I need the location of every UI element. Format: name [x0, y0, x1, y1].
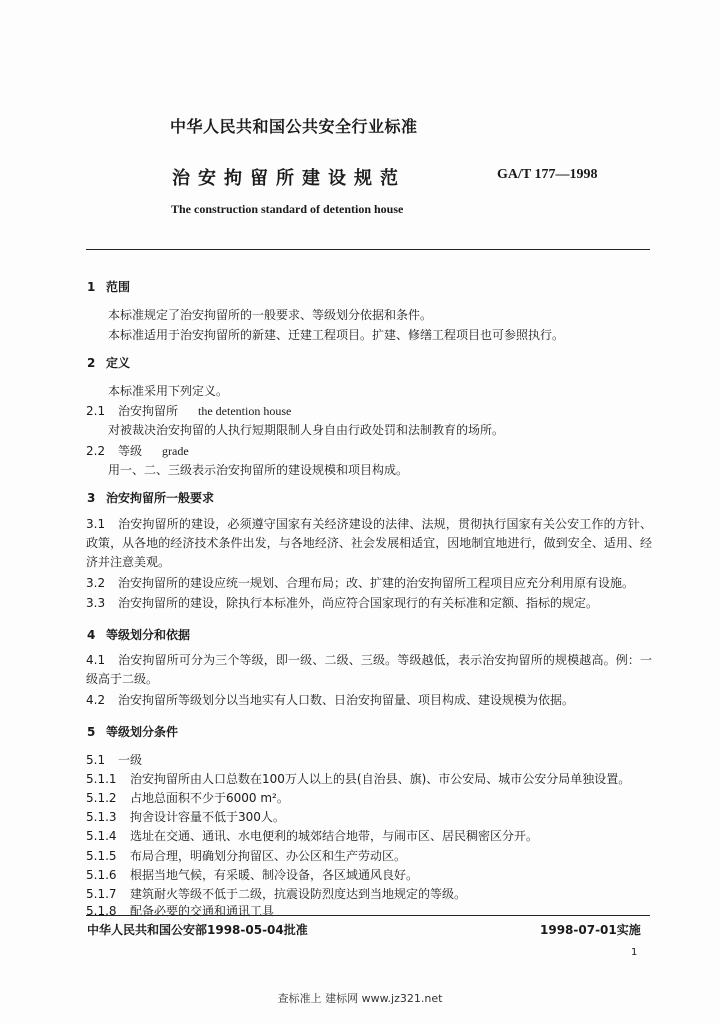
clause-4-2: [86, 691, 652, 710]
clause-5-1-4: [86, 827, 538, 844]
clause-text: 治安拘留所等级划分以当地实有人口数、日治安拘留量、项目构成、建设规模为依据。: [118, 693, 575, 707]
clause-number: 4.1: [86, 653, 106, 667]
clause-3-2: [86, 574, 652, 593]
site-watermark: 查标准上 建标网 www.jz321.net: [277, 992, 443, 1005]
clause-number: 5.1.8: [86, 904, 117, 918]
clause-number: 2.2: [86, 444, 106, 458]
clause-text: 配备必要的交通和通讯工具: [130, 904, 275, 918]
clause-number: 3.3: [86, 596, 106, 610]
clause-5-1-3: [86, 808, 285, 825]
clause-5-1-1: [86, 770, 630, 787]
standard-title: 治安拘留所建设规范: [172, 168, 406, 189]
clause-number: 5.1.7: [86, 887, 117, 901]
clause-2-1: [86, 402, 291, 419]
clause-text: 一级: [118, 753, 143, 767]
clause-2-2: [86, 442, 189, 459]
definition: 对被裁决治安拘留的人执行短期限制人身自由行政处罚和法制教育的场所。: [108, 423, 505, 437]
footer-divider: [86, 915, 650, 916]
header-divider: [86, 249, 650, 250]
paragraph: 本标准规定了治安拘留所的一般要求、等级划分依据和条件。: [108, 308, 433, 322]
standard-title-english: The construction standard of detention house: [171, 202, 404, 216]
clause-text: 治安拘留所可分为三个等级，即一级、二级、三级。等级越低，表示治安拘留所的规模越高。例：一级高于二级。: [86, 653, 652, 686]
paragraph: 本标准适用于治安拘留所的新建、迁建工程项目。扩建、修缮工程项目也可参照执行。: [108, 328, 565, 342]
clause-5-1-2: [86, 789, 289, 806]
definition: 用一、二、三级表示治安拘留所的建设规模和项目构成。: [108, 463, 409, 477]
clause-number: 3.1: [86, 517, 106, 531]
section-3-heading: [87, 489, 214, 506]
clause-number: 3.2: [86, 576, 106, 590]
clause-number: 5.1.6: [86, 868, 117, 882]
clause-5-1: [86, 751, 142, 768]
section-title: 等级划分和依据: [106, 628, 191, 642]
clause-number: 4.2: [86, 693, 106, 707]
section-number: 3: [87, 491, 96, 505]
clause-number: 5.1.4: [86, 829, 117, 843]
term: 治安拘留所: [118, 404, 179, 418]
clause-number: 5.1: [86, 753, 106, 767]
section-number: 5: [87, 725, 96, 739]
clause-4-1: [86, 651, 652, 689]
effective-date: 1998-07-01实施: [540, 923, 641, 937]
clause-number: 2.1: [86, 404, 106, 418]
section-title: 范围: [106, 280, 131, 294]
clause-text: 治安拘留所的建设应统一规划、合理布局；改、扩建的治安拘留所工程项目应充分利用原有设施。: [118, 576, 635, 590]
clause-3-1: [86, 515, 652, 572]
section-2-heading: [87, 354, 130, 371]
clause-3-3: [86, 594, 652, 613]
approval-note: 中华人民共和国公安部1998-05-04批准: [87, 923, 308, 937]
section-5-heading: [87, 723, 178, 740]
clause-text: 根据当地气候，有采暖、制冷设备，各区域通风良好。: [130, 868, 419, 882]
section-title: 等级划分条件: [106, 725, 179, 739]
clause-text: 拘舍设计容量不低于300人。: [130, 810, 285, 824]
clause-number: 5.1.1: [86, 772, 117, 786]
clause-text: 布局合理，明确划分拘留区、办公区和生产劳动区。: [130, 849, 407, 863]
paragraph: 本标准采用下列定义。: [108, 384, 229, 398]
clause-text: 占地总面积不少于6000 m²。: [130, 791, 289, 805]
clause-text: 治安拘留所的建设，除执行本标准外，尚应符合国家现行的有关标准和定额、指标的规定。: [118, 596, 599, 610]
clause-number: 5.1.3: [86, 810, 117, 824]
standard-code: GA/T 177—1998: [497, 167, 598, 182]
issuing-organization: 中华人民共和国公共安全行业标准: [170, 117, 418, 136]
clause-5-1-5: [86, 847, 406, 864]
clause-text: 治安拘留所由人口总数在100万人以上的县(自治县、旗)、市公安局、城市公安分局单独设置。: [130, 772, 631, 786]
clause-5-1-7: [86, 885, 466, 902]
term: 等级: [118, 444, 143, 458]
clause-text: 建筑耐火等级不低于二级，抗震设防烈度达到当地规定的等级。: [130, 887, 467, 901]
clause-text: 治安拘留所的建设，必须遵守国家有关经济建设的法律、法规，贯彻执行国家有关公安工作的方针、政策，从各地的经济技术条件出发，与各地经济、社会发展相适宜，因地制宜地进行，做到安全、适用、经济并注意美观。: [86, 517, 652, 569]
clause-number: 5.1.5: [86, 849, 117, 863]
section-number: 4: [87, 628, 96, 642]
page-number: 1: [631, 947, 638, 958]
term-english: grade: [162, 444, 189, 458]
section-1-heading: [87, 278, 130, 295]
clause-number: 5.1.2: [86, 791, 117, 805]
clause-5-1-8: [86, 902, 274, 919]
section-title: 定义: [106, 356, 131, 370]
section-4-heading: [87, 626, 190, 643]
clause-text: 选址在交通、通讯、水电便利的城郊结合地带，与闹市区、居民稠密区分开。: [130, 829, 539, 843]
section-title: 治安拘留所一般要求: [106, 491, 215, 505]
term-english: the detention house: [198, 404, 292, 418]
section-number: 2: [87, 356, 96, 370]
clause-5-1-6: [86, 866, 418, 883]
section-number: 1: [87, 280, 96, 294]
